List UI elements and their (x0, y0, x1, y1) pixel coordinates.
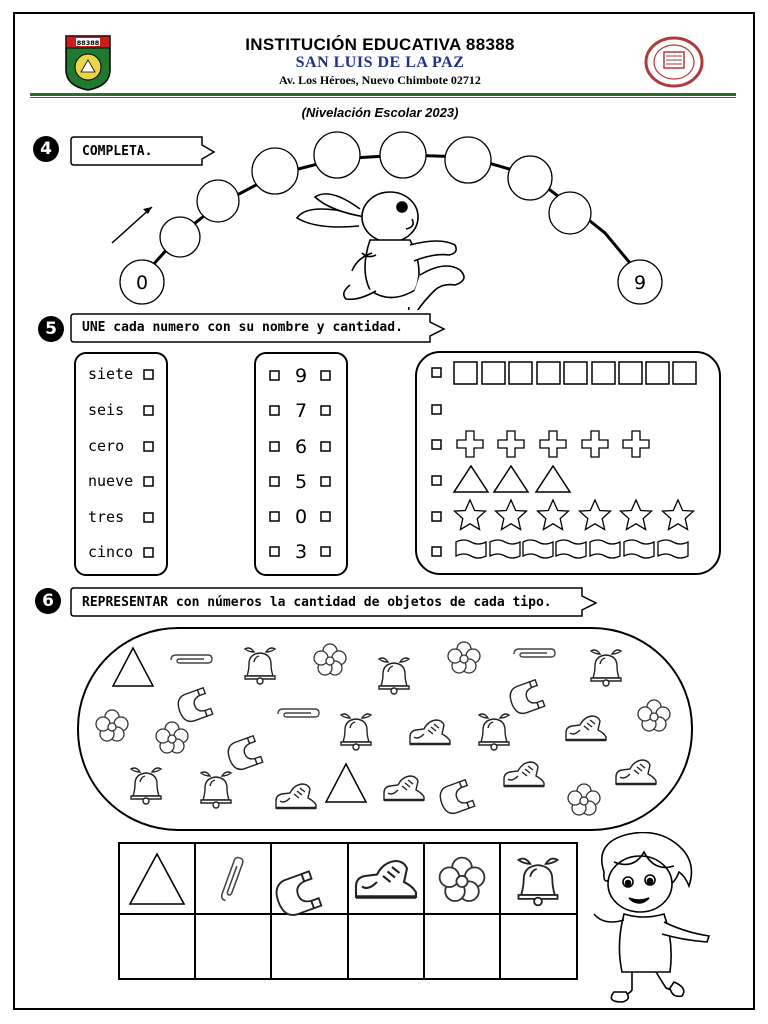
digit-item: 6 (294, 436, 308, 458)
count-cell-triangle[interactable] (122, 917, 193, 977)
school-logo-icon (62, 34, 114, 92)
digit-item: 7 (294, 400, 308, 422)
year-label: (Nivelación Escolar 2023) (301, 105, 459, 120)
school-address: Av. Los Héroes, Nuevo Chimbote 02712 (279, 73, 481, 87)
flag-row (456, 540, 688, 558)
digit-item: 5 (294, 471, 308, 493)
word-item: nueve (88, 472, 134, 490)
school-logo-text: 88388 (76, 39, 100, 47)
word-item: cero (88, 437, 125, 455)
word-item: tres (88, 508, 125, 526)
arc-circle-2 (197, 180, 239, 222)
arc-circle-8 (549, 192, 591, 234)
header-rule-thin (30, 97, 736, 98)
arc-circle-1 (160, 217, 200, 257)
section-4-number: 4 (33, 136, 59, 162)
digits-checkboxes (266, 365, 338, 565)
section-6-number: 6 (35, 588, 61, 614)
arc-circle-5 (380, 132, 426, 178)
section-6-instruction: REPRESENTAR con números la cantidad de objetos de cada tipo. (82, 595, 552, 610)
word-item: cinco (88, 543, 134, 561)
digit-item: 9 (294, 365, 308, 387)
word-checkbox[interactable] (144, 477, 153, 486)
girl-illustration (584, 832, 718, 1008)
quantities-box (414, 350, 724, 578)
arc-circle-6 (445, 137, 491, 183)
word-checkbox[interactable] (144, 548, 153, 557)
arc-circle-4 (314, 132, 360, 178)
digit-item: 0 (294, 506, 308, 528)
section-5-number: 5 (38, 316, 64, 342)
word-checkbox[interactable] (144, 370, 153, 379)
count-cell-magnet[interactable] (274, 917, 346, 977)
word-checkbox[interactable] (144, 406, 153, 415)
arc-start-number: 0 (135, 272, 149, 294)
square-row (454, 362, 696, 384)
school-seal-icon (644, 36, 704, 88)
count-table (118, 842, 580, 982)
school-name: INSTITUCIÓN EDUCATIVA 88388 (245, 35, 515, 54)
word-item: seis (88, 401, 125, 419)
section-4-instruction: COMPLETA. (82, 144, 153, 159)
digit-item: 3 (294, 541, 308, 563)
words-checkboxes (140, 365, 160, 565)
word-item: siete (88, 365, 134, 383)
word-checkbox[interactable] (144, 513, 153, 522)
arc-circle-3 (252, 148, 298, 194)
rabbit-illustration (297, 192, 464, 310)
arc-circle-7 (508, 156, 552, 200)
count-cell-paperclip[interactable] (198, 917, 269, 977)
triangle-row (454, 466, 570, 492)
count-cell-bell[interactable] (503, 917, 575, 977)
objects-area (76, 626, 696, 834)
school-subname: SAN LUIS DE LA PAZ (295, 54, 465, 71)
word-checkbox[interactable] (144, 442, 153, 451)
arc-end-number: 9 (633, 272, 647, 294)
header-rule (30, 93, 736, 96)
count-cell-flower[interactable] (427, 917, 498, 977)
count-cell-shoe[interactable] (351, 917, 422, 977)
number-arc-drawing (100, 125, 690, 310)
section-5-instruction: UNE cada numero con su nombre y cantidad. (82, 320, 403, 335)
